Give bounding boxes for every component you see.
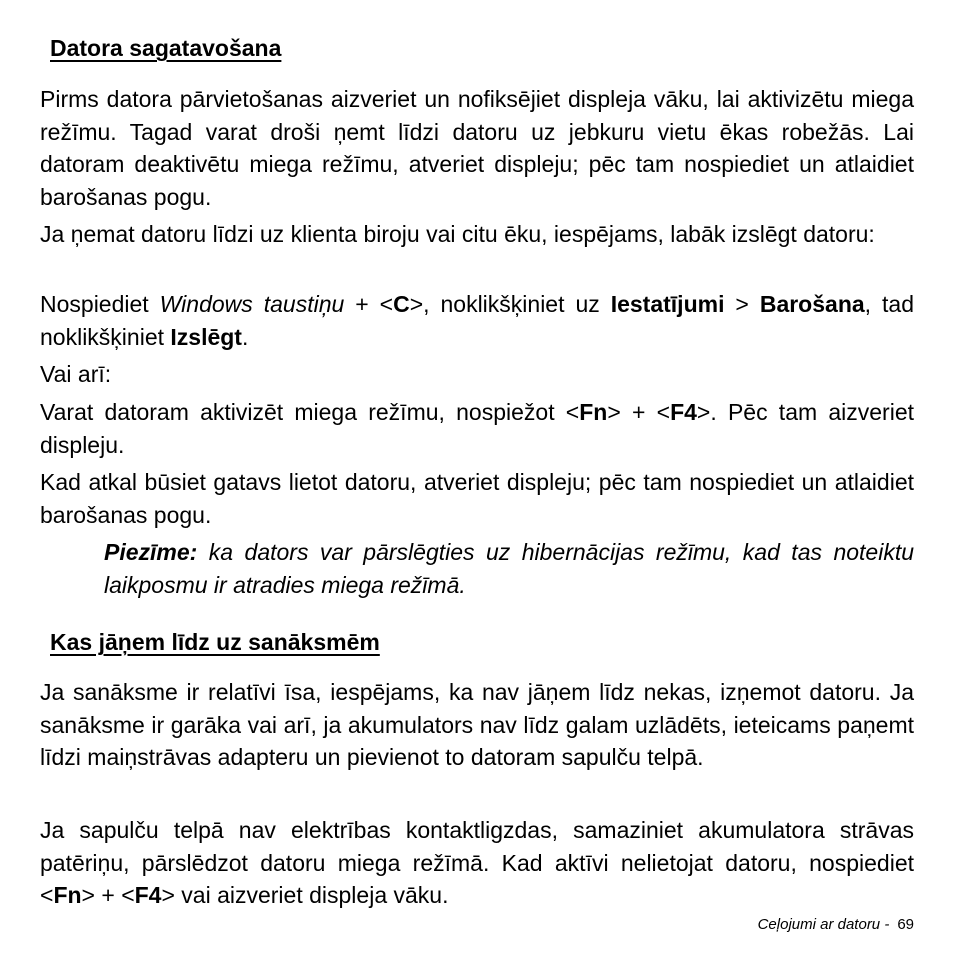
note-label: Piezīme: [104,539,198,565]
paragraph-resume: Kad atkal būsiet gatavs lietot datoru, atveriet displeju; pēc tam nospiediet un atlaidiet barošanas pogu. [40,469,914,528]
fn-key-text: Fn [579,399,608,425]
paragraph-shutdown-instructions: Nospiediet Windows taustiņu + <C>, noklikšķiniet uz Iestatījumi > Barošana, tad noklikšķiniet Izslēgt. [40,291,914,350]
c-key-text: C [393,291,410,317]
f4-key-text: F4 [670,399,697,425]
paragraph-no-outlets: Ja sapulču telpā nav elektrības kontaktligzdas, samaziniet akumulatora strāvas patēriņu, pārslēdzot datoru miega režīmā. Kad aktīvi nelietojat datoru, nospiediet <Fn> + <F4> vai aizveriet displeja vāku. [40,817,914,908]
paragraph-sleep-hotkey: Varat datoram aktivizēt miega režīmu, nospiežot <Fn> + <F4>. Pēc tam aizveriet displeju. [40,399,915,458]
paragraph-meeting-length: Ja sanāksme ir relatīvi īsa, iespējams, ka nav jāņem līdz nekas, izņemot datoru. Ja sanāksme ir garāka vai arī, ja akumulators nav līdz galam uzlādēts, ieteicams paņemt līdzi maiņstrāvas adapteru un pievienot to datoram sapulču telpā. [40,679,914,770]
fn-key-text: Fn [53,882,82,908]
settings-text: Iestatījumi [610,291,725,317]
power-text: Barošana [759,291,865,317]
paragraph-or: Vai arī: [40,361,112,387]
windows-key-text: Windows taustiņu [159,291,345,317]
page-number: 69 [897,916,914,933]
section-heading-preparing-computer: Datora sagatavošana [50,35,282,61]
section-heading-meetings: Kas jāņem līdz uz sanāksmēm [50,629,380,655]
note-hibernation: Piezīme: ka dators var pārslēgties uz hibernācijas režīmu, kad tas noteiktu laikposmu ir atradies miega režīmā. [104,539,914,598]
paragraph-taking-computer-away: Ja ņemat datoru līdzi uz klienta biroju vai citu ēku, iespējams, labāk izslēgt datoru: [40,221,875,247]
page-footer [758,916,914,933]
f4-key-text: F4 [134,882,162,908]
footer-chapter: Ceļojumi ar datoru - [757,916,890,933]
shutdown-text: Izslēgt [170,323,242,350]
paragraph-moving-computer: Pirms datora pārvietošanas aizveriet un nofiksējiet displeja vāku, lai aktivizētu miega režīmu. Tagad varat droši ņemt līdzi datoru uz jebkuru vietu ēkas robežās. Lai datoram deaktivētu miega režīmu, atveriet displeju; pēc tam nospiediet un atlaidiet barošanas pogu. [40,86,914,210]
